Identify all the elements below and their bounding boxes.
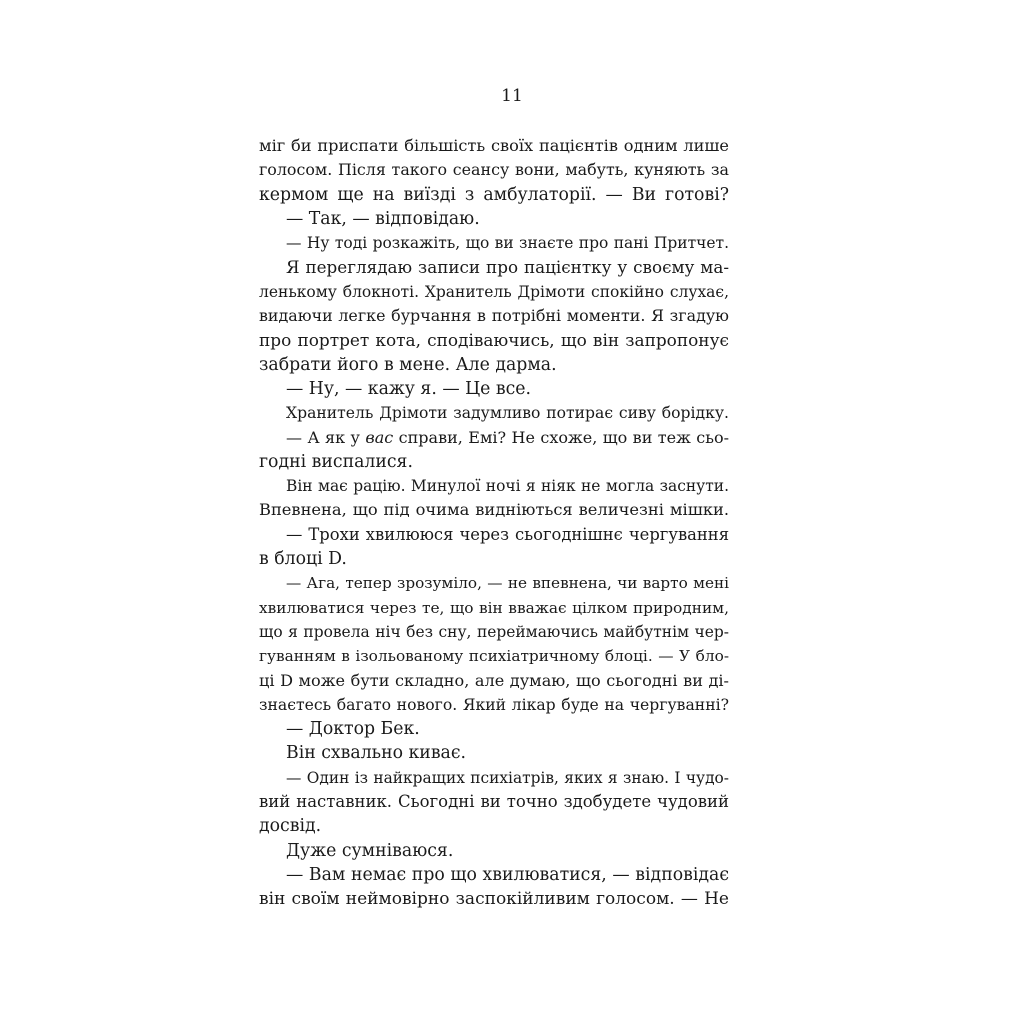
text-line: — Вам немає про що хвилюватися, — відповідає <box>286 864 729 885</box>
text-line: ці D може бути складно, але думаю, що сьогодні ви ді- <box>259 670 729 690</box>
text-line: — Доктор Бек. <box>286 719 420 740</box>
text-line: Дуже сумніваюся. <box>286 840 454 861</box>
text-line: голосом. Після такого сеансу вони, мабуть, куняють за <box>259 160 729 180</box>
text-line: знаєтесь багато нового. Який лікар буде на чергуванні? <box>259 694 729 714</box>
text-line: Впевнена, що під очима видніються величезні мішки. <box>259 500 729 520</box>
text-line: Він має рацію. Минулої ночі я ніяк не могла заснути. <box>286 477 729 496</box>
text-line: — Один із найкращих психіатрів, яких я знаю. І чудо- <box>286 768 729 787</box>
text-line: ленькому блокноті. Хранитель Дрімоти спокійно слухає, <box>259 282 729 301</box>
text-line: Я переглядаю записи про пацієнтку у своєму ма- <box>286 257 729 278</box>
text-line: вий наставник. Сьогодні ви точно здобудете чудовий <box>259 792 729 812</box>
text-line: забрати його в мене. Але дарма. <box>259 354 557 375</box>
text-line: — Ну тоді розкажіть, що ви знаєте про пані Притчет. <box>286 234 729 253</box>
text-line: про портрет кота, сподіваючись, що він запропонує <box>259 330 729 351</box>
text-line: — Так, — відповідаю. <box>286 208 480 229</box>
text-line: — Ну, — кажу я. — Це все. <box>286 378 532 399</box>
text-line: він своїм неймовірно заспокійливим голосом. — Не <box>259 889 729 910</box>
text-line: — Ага, тепер зрозуміло, — не впевнена, чи варто мені <box>286 574 729 593</box>
text-run: — А як у <box>286 427 366 447</box>
text-line: міг би приспати більшість своїх пацієнтів одним лише <box>259 136 729 155</box>
page-number: 11 <box>501 86 523 106</box>
text-line: кермом ще на виїзді з амбулаторії. — Ви готові? <box>259 184 729 205</box>
text-line: годні виспалися. <box>259 451 413 472</box>
body-text <box>259 134 729 912</box>
text-line: що я провела ніч без сну, переймаючись майбутнім чер- <box>259 622 729 641</box>
text-line: досвід. <box>259 816 322 837</box>
text-line: видаючи легке бурчання в потрібні моменти. Я згадую <box>259 306 729 326</box>
text-line <box>259 426 729 450</box>
text-line: — Трохи хвилююся через сьогоднішнє чергування <box>286 524 729 544</box>
text-line: гуванням в ізольованому психіатричному блоці. — У бло- <box>259 647 729 666</box>
text-line: Хранитель Дрімоти задумливо потирає сиву борідку. <box>286 404 729 423</box>
text-line: Він схвально киває. <box>286 743 467 764</box>
text-line: в блоці D. <box>259 549 347 570</box>
emphasis-text: вас <box>365 427 394 447</box>
text-run: справи, Емі? Не схоже, що ви теж сьо- <box>393 427 729 447</box>
text-line: хвилюватися через те, що він вважає цілком природним, <box>259 598 729 617</box>
